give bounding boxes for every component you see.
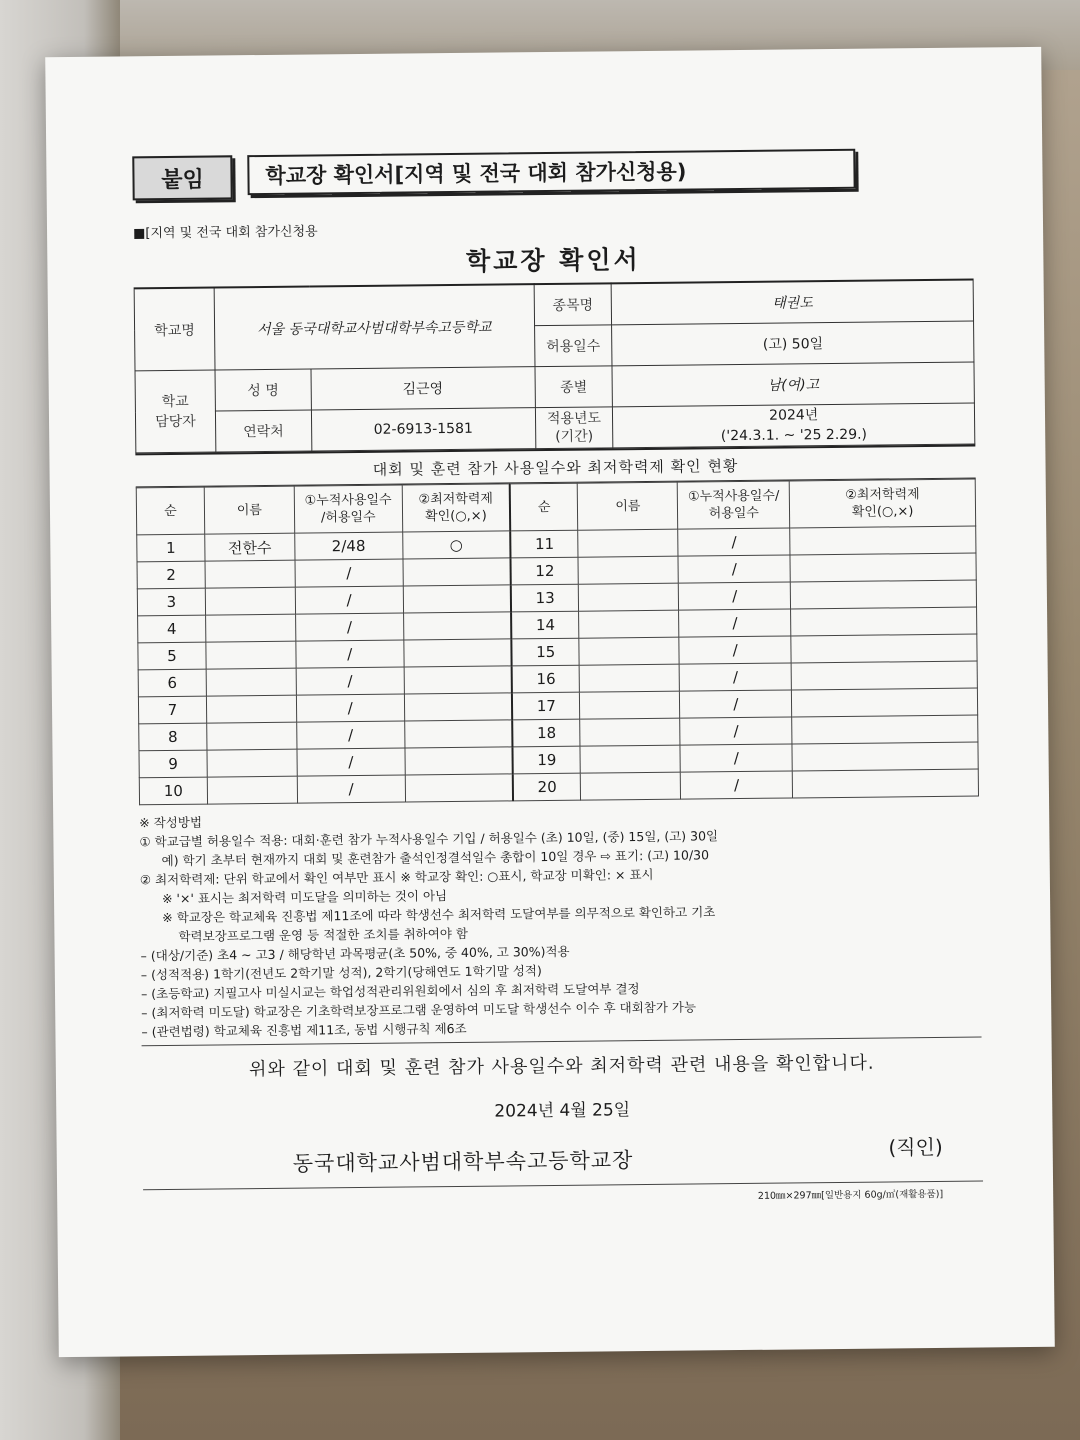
principal-name: 동국대학교사범대학부속고등학교장	[292, 1148, 634, 1176]
row-min-academic	[404, 693, 512, 721]
row-no: 9	[139, 750, 207, 778]
row-name-right	[580, 664, 680, 692]
document-title: 학교장 확인서	[465, 245, 641, 276]
row-name: 전한수	[205, 533, 295, 561]
name-label: 성 명	[215, 369, 311, 411]
row-cumulative-days-right: /	[679, 582, 791, 610]
row-name	[205, 587, 295, 615]
header-cumulative-days-right: ①누적사용일수/ 허용일수	[678, 481, 790, 529]
row-no: 7	[138, 696, 206, 724]
row-name-right	[579, 583, 679, 611]
year-period: ('24.3.1. ~ '25 2.29.)	[720, 426, 868, 445]
row-name	[206, 668, 296, 696]
document-content	[132, 148, 983, 1209]
row-min-academic-right	[790, 526, 976, 555]
row-min-academic	[404, 666, 512, 694]
row-min-academic-right	[791, 607, 977, 636]
row-no-right: 13	[511, 584, 579, 612]
row-name-right	[581, 772, 681, 800]
name-value: 김근영	[311, 367, 535, 410]
row-no-right: 20	[513, 773, 581, 801]
row-name	[205, 614, 295, 642]
row-cumulative-days: /	[296, 694, 404, 722]
notes-line-1: ① 학교급별 허용일수 적용: 대회·훈련 참가 누적사용일수 기입 / 허용일수 (초) 10일, (중) 15일, (고) 30일	[139, 828, 719, 850]
year-value: 2024년	[769, 407, 819, 424]
row-cumulative-days-right: /	[681, 771, 793, 799]
sport-label: 종목명	[534, 283, 612, 325]
row-min-academic-right	[792, 715, 978, 744]
row-cumulative-days: /	[295, 586, 403, 614]
gender-label: 종별	[534, 366, 612, 408]
row-min-academic-right	[792, 688, 978, 717]
row-min-academic-right	[791, 634, 977, 663]
row-cumulative-days: /	[297, 748, 405, 776]
row-cumulative-days-right: /	[680, 690, 792, 718]
row-cumulative-days-right: /	[679, 663, 791, 691]
row-no: 1	[137, 534, 205, 562]
row-min-academic	[405, 774, 513, 802]
notes-line-5: ※ 학교장은 학교체육 진흥법 제11조에 따라 학생선수 최저학력 도달여부를 의무적으로 확인하고 기초	[162, 904, 716, 926]
row-cumulative-days-right: /	[679, 609, 791, 637]
row-cumulative-days: /	[296, 667, 404, 695]
row-cumulative-days: /	[296, 640, 404, 668]
notes-line-3: ② 최저학력제: 단위 학교에서 확인 여부만 표시 ※ 학교장 확인: ○표시, 학교장 미확인: × 표시	[139, 866, 654, 888]
header-cumulative-days: ①누적사용일수 /허용일수	[294, 485, 402, 533]
contact-value: 02-6913-1581	[311, 408, 535, 451]
manager-label: 학교 담당자	[135, 370, 216, 453]
notes-line-2: 예) 학기 초부터 현재까지 대회 및 훈련참가 출석인정결석일수 총합이 10일 경우 ⇨ 표기: (고) 10/30	[161, 847, 710, 869]
attachment-header	[132, 148, 972, 203]
row-name	[206, 641, 296, 669]
notes-line-6: 학력보장프로그램 운영 등 적절한 조치를 취하여야 함	[178, 925, 468, 944]
row-min-academic	[404, 720, 512, 748]
row-min-academic	[405, 747, 513, 775]
row-name-right	[579, 610, 679, 638]
usage-body	[137, 526, 979, 805]
row-no: 2	[137, 561, 205, 589]
writing-instructions	[139, 805, 981, 1047]
row-cumulative-days-right: /	[680, 744, 792, 772]
contact-label: 연락처	[215, 410, 311, 452]
row-no-right: 16	[512, 665, 580, 693]
row-no-right: 14	[511, 611, 579, 639]
row-name	[207, 749, 297, 777]
row-min-academic-right	[792, 769, 978, 798]
row-cumulative-days: 2/48	[295, 532, 403, 560]
row-no-right: 15	[511, 638, 579, 666]
row-min-academic-right	[790, 580, 976, 609]
allowed-days-value: (고) 50일	[612, 321, 974, 366]
form-subtitle-tag: ■[지역 및 전국 대회 참가신청용	[132, 224, 318, 242]
school-info-table	[134, 279, 976, 454]
document-paper	[45, 47, 1055, 1357]
row-no: 6	[138, 669, 206, 697]
row-cumulative-days-right: /	[680, 717, 792, 745]
allowed-days-label: 허용일수	[534, 325, 612, 367]
official-seal-label: (직인)	[888, 1134, 943, 1160]
gender-value: 남(여)고	[612, 362, 974, 407]
header-no-right: 순	[510, 483, 578, 531]
notes-line-9: – (초등학교) 지필고사 미실시교는 학업성적관리위원회에서 심의 후 최저학력 도달여부 결정	[140, 981, 640, 1002]
row-min-academic-right	[791, 661, 977, 690]
row-name-right	[580, 745, 680, 773]
row-name-right	[579, 637, 679, 665]
header-name: 이름	[204, 486, 294, 534]
row-name-right	[578, 556, 678, 584]
attachment-badge: 붙임	[132, 155, 232, 200]
notes-line-8: – (성적적용) 1학기(전년도 2학기말 성적), 2학기(당해연도 1학기말 성적)	[140, 963, 542, 983]
row-no-right: 19	[513, 746, 581, 774]
header-min-academic: ②최저학력제 확인(○,×)	[402, 484, 510, 532]
attachment-title: 학교장 확인서[지역 및 전국 대회 참가신청용)	[247, 149, 855, 195]
row-cumulative-days-right: /	[678, 528, 790, 556]
row-no: 4	[138, 615, 206, 643]
school-label: 학교명	[134, 287, 215, 370]
row-name	[207, 776, 297, 804]
notes-line-4: ※ '×' 표시는 최저학력 미도달을 의미하는 것이 아님	[161, 888, 448, 907]
row-no: 3	[137, 588, 205, 616]
paper-spec: 210㎜×297㎜[일반용지 60g/㎡(재활용품)]	[143, 1180, 983, 1208]
header-no: 순	[136, 487, 204, 535]
issue-date: 2024년 4월 25일	[494, 1100, 631, 1122]
row-min-academic-right	[790, 553, 976, 582]
signature-row	[143, 1130, 983, 1189]
year-label: 적용년도 (기간)	[535, 407, 613, 449]
sport-value: 태권도	[612, 280, 974, 325]
header-name-right: 이름	[578, 482, 678, 530]
row-min-academic: ○	[402, 531, 510, 559]
usage-table	[136, 479, 979, 806]
row-no-right: 12	[511, 557, 579, 585]
row-cumulative-days: /	[295, 613, 403, 641]
row-cumulative-days-right: /	[679, 636, 791, 664]
row-cumulative-days: /	[295, 559, 403, 587]
row-no: 10	[139, 777, 207, 805]
row-name-right	[580, 691, 680, 719]
notes-line-10: – (최저학력 미도달) 학교장은 기초학력보장프로그램 운영하여 미도달 학생선수 이수 후 대회참가 가능	[141, 999, 697, 1021]
row-min-academic	[404, 639, 512, 667]
row-no-right: 17	[512, 692, 580, 720]
row-min-academic-right	[792, 742, 978, 771]
usage-section-title: 대회 및 훈련 참가 사용일수와 최저학력제 확인 현황	[135, 445, 975, 488]
notes-line-11: – (관련법령) 학교체육 진흥법 제11조, 동법 시행규칙 제6조	[141, 1020, 467, 1040]
row-name	[205, 560, 295, 588]
row-name-right	[578, 529, 678, 557]
notes-line-7: – (대상/기준) 초4 ~ 고3 / 해당학년 과목평균(초 50%, 중 40%, 고 30%)적용	[140, 943, 570, 964]
row-min-academic	[403, 585, 511, 613]
row-min-academic	[403, 612, 511, 640]
notes-heading: ※ 작성방법	[139, 814, 203, 831]
confirmation-statement: 위와 같이 대회 및 훈련 참가 사용일수와 최저학력 관련 내용을 확인합니다.	[248, 1052, 875, 1081]
row-name	[207, 722, 297, 750]
school-value: 서울 동국대학교사범대학부속고등학교	[214, 284, 534, 370]
year-cell	[613, 403, 975, 448]
row-name	[206, 695, 296, 723]
header-min-academic-right: ②최저학력제 확인(○,×)	[789, 479, 975, 528]
row-no-right: 18	[512, 719, 580, 747]
row-no: 8	[139, 723, 207, 751]
row-no-right: 11	[510, 530, 578, 558]
row-cumulative-days: /	[297, 775, 405, 803]
row-cumulative-days-right: /	[678, 555, 790, 583]
row-no: 5	[138, 642, 206, 670]
row-cumulative-days: /	[296, 721, 404, 749]
row-min-academic	[403, 558, 511, 586]
row-name-right	[580, 718, 680, 746]
